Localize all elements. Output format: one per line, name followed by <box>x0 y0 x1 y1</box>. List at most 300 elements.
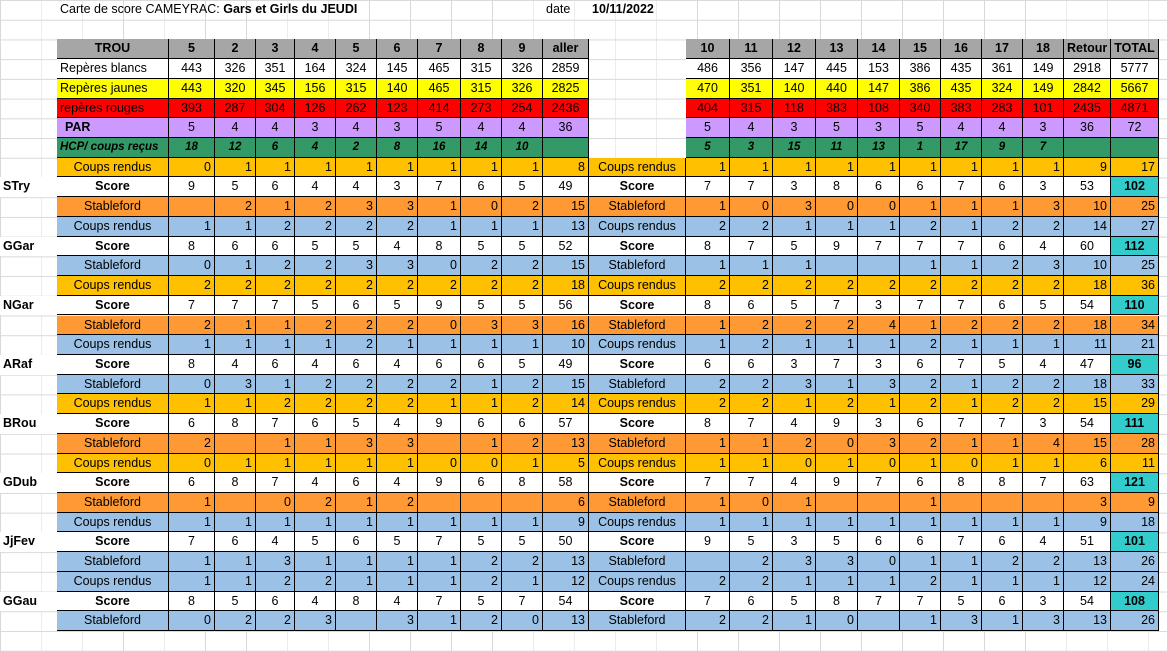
coups-rendus-cell[interactable]: 1 <box>336 158 377 178</box>
score-cell[interactable]: 5 <box>295 532 336 552</box>
stableford-cell[interactable]: 2 <box>295 493 336 513</box>
stableford-cell[interactable]: 2 <box>418 375 461 395</box>
stableford-cell[interactable] <box>336 611 377 631</box>
coups-rendus-cell[interactable]: 2 <box>1023 217 1064 237</box>
stableford-cell[interactable]: 1 <box>941 434 982 454</box>
retour-total[interactable]: 54 <box>1064 592 1111 612</box>
stableford-cell[interactable]: 1 <box>336 493 377 513</box>
coups-rendus-cell[interactable]: 2 <box>295 217 336 237</box>
score-cell[interactable]: 9 <box>418 296 461 316</box>
coups-rendus-cell[interactable]: 2 <box>336 335 377 355</box>
stableford-cell[interactable]: 2 <box>686 375 730 395</box>
coups-rendus-cell[interactable]: 1 <box>982 454 1023 474</box>
course-value[interactable]: 361 <box>982 59 1023 79</box>
score-cell[interactable]: 6 <box>336 473 377 493</box>
score-cell[interactable]: 6 <box>502 414 543 434</box>
course-value[interactable]: 153 <box>858 59 900 79</box>
coups-rendus-cell[interactable]: 1 <box>502 572 543 592</box>
stableford-cell[interactable]: 2 <box>169 316 215 336</box>
stableford-cell[interactable]: 2 <box>941 316 982 336</box>
coups-rendus-cell[interactable]: 1 <box>982 335 1023 355</box>
course-value[interactable]: 326 <box>502 59 543 79</box>
stableford-cell[interactable]: 1 <box>900 552 941 572</box>
course-value[interactable]: 145 <box>377 59 418 79</box>
course-value[interactable]: 3 <box>858 118 900 138</box>
score-cell[interactable]: 7 <box>816 355 858 375</box>
stableford-cell[interactable]: 2 <box>461 611 502 631</box>
coups-rendus-cell[interactable]: 2 <box>295 572 336 592</box>
coups-rendus-cell[interactable]: 1 <box>1023 513 1064 533</box>
stableford-cell[interactable]: 0 <box>730 493 773 513</box>
score-cell[interactable]: 6 <box>215 237 256 257</box>
stableford-cell[interactable]: 1 <box>900 197 941 217</box>
aller-total[interactable]: 18 <box>543 276 589 296</box>
coups-rendus-cell[interactable]: 2 <box>730 394 773 414</box>
stableford-cell[interactable]: 2 <box>1023 316 1064 336</box>
stableford-cell[interactable]: 1 <box>256 434 295 454</box>
coups-rendus-cell[interactable]: 1 <box>941 217 982 237</box>
course-value[interactable]: 440 <box>816 79 858 99</box>
stableford-cell[interactable]: 2 <box>256 611 295 631</box>
course-value[interactable]: 304 <box>256 99 295 119</box>
stableford-cell[interactable]: 1 <box>941 552 982 572</box>
score-cell[interactable]: 5 <box>336 237 377 257</box>
coups-rendus-cell[interactable]: 1 <box>858 394 900 414</box>
score-cell[interactable]: 3 <box>858 355 900 375</box>
score-cell[interactable]: 9 <box>686 532 730 552</box>
score-cell[interactable]: 6 <box>730 592 773 612</box>
retour-total[interactable]: 15 <box>1064 434 1111 454</box>
coups-rendus-cell[interactable]: 2 <box>256 276 295 296</box>
stableford-cell[interactable]: 0 <box>816 611 858 631</box>
stableford-cell[interactable]: 1 <box>256 197 295 217</box>
score-cell[interactable]: 5 <box>773 592 816 612</box>
coups-rendus-cell[interactable]: 2 <box>686 276 730 296</box>
course-value[interactable]: 12 <box>215 138 256 158</box>
score-cell[interactable]: 6 <box>982 532 1023 552</box>
course-value[interactable]: 140 <box>377 79 418 99</box>
coups-rendus-cell[interactable]: 2 <box>730 276 773 296</box>
stableford-cell[interactable]: 1 <box>169 493 215 513</box>
stableford-cell[interactable]: 3 <box>336 434 377 454</box>
score-cell[interactable]: 5 <box>336 414 377 434</box>
coups-rendus-cell[interactable]: 1 <box>941 394 982 414</box>
coups-rendus-cell[interactable]: 1 <box>215 454 256 474</box>
stableford-cell[interactable]: 2 <box>686 611 730 631</box>
course-value[interactable]: 340 <box>900 99 941 119</box>
grand-total[interactable]: 17 <box>1111 158 1159 178</box>
course-value[interactable]: 4 <box>502 118 543 138</box>
course-value[interactable]: 3 <box>1023 118 1064 138</box>
score-cell[interactable]: 8 <box>502 473 543 493</box>
stableford-cell[interactable]: 1 <box>215 316 256 336</box>
retour-total[interactable]: 13 <box>1064 611 1111 631</box>
score-cell[interactable]: 7 <box>169 532 215 552</box>
score-cell[interactable]: 6 <box>461 177 502 197</box>
score-cell[interactable]: 9 <box>816 414 858 434</box>
score-cell[interactable]: 3 <box>1023 592 1064 612</box>
coups-rendus-cell[interactable]: 1 <box>1023 335 1064 355</box>
stableford-cell[interactable]: 1 <box>461 434 502 454</box>
stableford-cell[interactable]: 1 <box>773 493 816 513</box>
coups-rendus-cell[interactable]: 2 <box>900 335 941 355</box>
stableford-cell[interactable]: 0 <box>169 611 215 631</box>
score-cell[interactable]: 5 <box>816 532 858 552</box>
score-cell[interactable]: 4 <box>1023 237 1064 257</box>
score-cell[interactable]: 5 <box>941 592 982 612</box>
coups-rendus-cell[interactable]: 1 <box>295 158 336 178</box>
course-total[interactable]: 72 <box>1111 118 1159 138</box>
stableford-cell[interactable]: 2 <box>730 611 773 631</box>
coups-rendus-cell[interactable]: 1 <box>418 513 461 533</box>
retour-total[interactable]: 6 <box>1064 454 1111 474</box>
score-cell[interactable]: 6 <box>256 177 295 197</box>
stableford-cell[interactable]: 1 <box>336 552 377 572</box>
stableford-cell[interactable]: 0 <box>858 552 900 572</box>
stableford-cell[interactable] <box>1023 493 1064 513</box>
grand-total[interactable]: 25 <box>1111 197 1159 217</box>
score-cell[interactable]: 6 <box>900 355 941 375</box>
retour-total[interactable]: 18 <box>1064 375 1111 395</box>
stableford-cell[interactable]: 3 <box>941 611 982 631</box>
course-value[interactable]: 4 <box>295 138 336 158</box>
course-value[interactable]: 315 <box>730 99 773 119</box>
stableford-cell[interactable]: 1 <box>941 256 982 276</box>
coups-rendus-cell[interactable]: 1 <box>215 572 256 592</box>
coups-rendus-cell[interactable]: 1 <box>900 454 941 474</box>
course-value[interactable]: 254 <box>502 99 543 119</box>
grand-total[interactable]: 18 <box>1111 513 1159 533</box>
grand-total-score[interactable]: 108 <box>1111 592 1159 612</box>
coups-rendus-cell[interactable]: 1 <box>418 572 461 592</box>
coups-rendus-cell[interactable]: 1 <box>941 335 982 355</box>
score-cell[interactable]: 8 <box>169 592 215 612</box>
coups-rendus-cell[interactable]: 2 <box>336 394 377 414</box>
score-cell[interactable]: 6 <box>982 177 1023 197</box>
score-cell[interactable]: 7 <box>686 177 730 197</box>
coups-rendus-cell[interactable]: 0 <box>169 158 215 178</box>
grand-total[interactable]: 24 <box>1111 572 1159 592</box>
aller-total[interactable]: 57 <box>543 414 589 434</box>
course-retour[interactable] <box>1064 138 1111 158</box>
course-value[interactable]: 443 <box>169 59 215 79</box>
coups-rendus-cell[interactable]: 1 <box>377 513 418 533</box>
stableford-cell[interactable]: 2 <box>502 552 543 572</box>
coups-rendus-cell[interactable]: 2 <box>686 217 730 237</box>
coups-rendus-cell[interactable]: 1 <box>773 572 816 592</box>
course-value[interactable]: 345 <box>256 79 295 99</box>
coups-rendus-cell[interactable]: 1 <box>215 158 256 178</box>
score-cell[interactable]: 5 <box>461 532 502 552</box>
score-cell[interactable]: 7 <box>858 473 900 493</box>
stableford-cell[interactable]: 1 <box>941 375 982 395</box>
course-value[interactable]: 5 <box>900 118 941 138</box>
grand-total-score[interactable]: 121 <box>1111 473 1159 493</box>
course-value[interactable]: 149 <box>1023 79 1064 99</box>
stableford-cell[interactable]: 0 <box>461 197 502 217</box>
score-cell[interactable]: 7 <box>256 414 295 434</box>
coups-rendus-cell[interactable]: 1 <box>816 513 858 533</box>
stableford-cell[interactable]: 1 <box>900 611 941 631</box>
coups-rendus-cell[interactable]: 2 <box>900 572 941 592</box>
course-value[interactable]: 156 <box>295 79 336 99</box>
stableford-cell[interactable]: 1 <box>686 197 730 217</box>
course-value[interactable]: 140 <box>773 79 816 99</box>
stableford-cell[interactable]: 2 <box>256 256 295 276</box>
coups-rendus-cell[interactable]: 2 <box>941 276 982 296</box>
coups-rendus-cell[interactable]: 1 <box>377 572 418 592</box>
score-cell[interactable]: 4 <box>295 355 336 375</box>
coups-rendus-cell[interactable]: 1 <box>502 217 543 237</box>
aller-total[interactable]: 14 <box>543 394 589 414</box>
stableford-cell[interactable]: 2 <box>336 375 377 395</box>
coups-rendus-cell[interactable]: 2 <box>816 276 858 296</box>
stableford-cell[interactable]: 0 <box>418 256 461 276</box>
score-cell[interactable]: 7 <box>418 532 461 552</box>
course-aller[interactable]: 2859 <box>543 59 589 79</box>
score-cell[interactable]: 9 <box>418 473 461 493</box>
grand-total[interactable]: 28 <box>1111 434 1159 454</box>
stableford-cell[interactable]: 2 <box>730 316 773 336</box>
retour-total[interactable]: 10 <box>1064 197 1111 217</box>
course-value[interactable]: 324 <box>982 79 1023 99</box>
score-cell[interactable]: 6 <box>169 473 215 493</box>
stableford-cell[interactable]: 3 <box>461 316 502 336</box>
score-cell[interactable]: 4 <box>377 237 418 257</box>
score-cell[interactable]: 6 <box>256 355 295 375</box>
course-value[interactable]: 315 <box>336 79 377 99</box>
stableford-cell[interactable]: 1 <box>418 552 461 572</box>
coups-rendus-cell[interactable]: 2 <box>1023 394 1064 414</box>
aller-total[interactable]: 56 <box>543 296 589 316</box>
score-cell[interactable]: 7 <box>941 532 982 552</box>
stableford-cell[interactable] <box>418 493 461 513</box>
stableford-cell[interactable]: 0 <box>169 256 215 276</box>
coups-rendus-cell[interactable]: 1 <box>461 158 502 178</box>
stableford-cell[interactable]: 2 <box>502 375 543 395</box>
coups-rendus-cell[interactable]: 1 <box>773 335 816 355</box>
coups-rendus-cell[interactable]: 1 <box>418 335 461 355</box>
coups-rendus-cell[interactable]: 1 <box>773 394 816 414</box>
stableford-cell[interactable]: 0 <box>418 316 461 336</box>
score-cell[interactable]: 4 <box>377 414 418 434</box>
score-cell[interactable]: 7 <box>941 237 982 257</box>
score-cell[interactable]: 4 <box>256 532 295 552</box>
course-value[interactable]: 18 <box>169 138 215 158</box>
course-value[interactable]: 14 <box>461 138 502 158</box>
score-cell[interactable]: 4 <box>773 473 816 493</box>
course-value[interactable]: 4 <box>982 118 1023 138</box>
score-cell[interactable]: 3 <box>773 532 816 552</box>
retour-total[interactable]: 18 <box>1064 276 1111 296</box>
course-value[interactable]: 5 <box>686 118 730 138</box>
stableford-cell[interactable]: 2 <box>502 197 543 217</box>
coups-rendus-cell[interactable]: 2 <box>686 394 730 414</box>
coups-rendus-cell[interactable]: 2 <box>730 217 773 237</box>
course-total[interactable]: 5667 <box>1111 79 1159 99</box>
score-cell[interactable]: 7 <box>900 592 941 612</box>
course-aller[interactable]: 2436 <box>543 99 589 119</box>
score-cell[interactable]: 5 <box>295 296 336 316</box>
stableford-cell[interactable]: 2 <box>900 434 941 454</box>
course-value[interactable]: 320 <box>215 79 256 99</box>
stableford-cell[interactable]: 2 <box>982 256 1023 276</box>
score-cell[interactable]: 7 <box>858 237 900 257</box>
stableford-cell[interactable]: 1 <box>900 493 941 513</box>
course-retour[interactable]: 2842 <box>1064 79 1111 99</box>
coups-rendus-cell[interactable]: 2 <box>295 394 336 414</box>
coups-rendus-cell[interactable]: 1 <box>295 513 336 533</box>
stableford-cell[interactable]: 2 <box>502 434 543 454</box>
stableford-cell[interactable]: 3 <box>336 197 377 217</box>
course-value[interactable]: 435 <box>941 59 982 79</box>
stableford-cell[interactable]: 2 <box>730 375 773 395</box>
stableford-cell[interactable] <box>816 493 858 513</box>
course-value[interactable]: 386 <box>900 79 941 99</box>
coups-rendus-cell[interactable]: 1 <box>941 572 982 592</box>
course-value[interactable]: 6 <box>256 138 295 158</box>
course-value[interactable]: 10 <box>502 138 543 158</box>
course-value[interactable]: 7 <box>1023 138 1064 158</box>
stableford-cell[interactable]: 3 <box>502 316 543 336</box>
course-value[interactable]: 445 <box>816 59 858 79</box>
coups-rendus-cell[interactable]: 1 <box>461 217 502 237</box>
coups-rendus-cell[interactable]: 2 <box>502 394 543 414</box>
coups-rendus-cell[interactable]: 2 <box>900 394 941 414</box>
course-value[interactable]: 13 <box>858 138 900 158</box>
score-cell[interactable]: 5 <box>502 237 543 257</box>
score-cell[interactable]: 5 <box>502 177 543 197</box>
coups-rendus-cell[interactable]: 1 <box>215 394 256 414</box>
score-cell[interactable]: 7 <box>686 592 730 612</box>
course-value[interactable]: 5 <box>816 118 858 138</box>
aller-total[interactable]: 13 <box>543 611 589 631</box>
coups-rendus-cell[interactable]: 1 <box>730 454 773 474</box>
coups-rendus-cell[interactable]: 1 <box>377 454 418 474</box>
course-value[interactable]: 1 <box>900 138 941 158</box>
retour-total[interactable]: 60 <box>1064 237 1111 257</box>
retour-total[interactable]: 51 <box>1064 532 1111 552</box>
stableford-cell[interactable]: 2 <box>773 434 816 454</box>
course-value[interactable]: 4 <box>461 118 502 138</box>
score-cell[interactable]: 5 <box>461 592 502 612</box>
score-cell[interactable]: 9 <box>816 237 858 257</box>
score-cell[interactable]: 6 <box>858 177 900 197</box>
score-cell[interactable]: 7 <box>169 296 215 316</box>
grand-total[interactable]: 21 <box>1111 335 1159 355</box>
aller-total[interactable]: 50 <box>543 532 589 552</box>
score-cell[interactable]: 6 <box>858 532 900 552</box>
stableford-cell[interactable]: 1 <box>418 611 461 631</box>
date-value[interactable]: 10/11/2022 <box>592 2 654 16</box>
stableford-cell[interactable]: 2 <box>982 316 1023 336</box>
course-value[interactable]: 386 <box>900 59 941 79</box>
coups-rendus-cell[interactable]: 1 <box>215 335 256 355</box>
aller-total[interactable]: 13 <box>543 552 589 572</box>
coups-rendus-cell[interactable]: 1 <box>982 158 1023 178</box>
coups-rendus-cell[interactable]: 1 <box>773 217 816 237</box>
retour-total[interactable]: 13 <box>1064 552 1111 572</box>
score-cell[interactable]: 3 <box>773 355 816 375</box>
stableford-cell[interactable]: 3 <box>1023 611 1064 631</box>
stableford-cell[interactable]: 0 <box>256 493 295 513</box>
stableford-cell[interactable]: 1 <box>256 316 295 336</box>
grand-total[interactable]: 26 <box>1111 611 1159 631</box>
retour-total[interactable]: 14 <box>1064 217 1111 237</box>
course-value[interactable]: 383 <box>941 99 982 119</box>
course-value[interactable]: 435 <box>941 79 982 99</box>
retour-total[interactable]: 15 <box>1064 394 1111 414</box>
score-cell[interactable]: 4 <box>377 592 418 612</box>
coups-rendus-cell[interactable]: 1 <box>900 158 941 178</box>
stableford-cell[interactable]: 1 <box>461 375 502 395</box>
retour-total[interactable]: 63 <box>1064 473 1111 493</box>
score-cell[interactable]: 6 <box>169 414 215 434</box>
retour-total[interactable]: 47 <box>1064 355 1111 375</box>
score-cell[interactable]: 7 <box>256 296 295 316</box>
retour-total[interactable]: 9 <box>1064 513 1111 533</box>
course-value[interactable]: 383 <box>816 99 858 119</box>
stableford-cell[interactable] <box>941 493 982 513</box>
stableford-cell[interactable]: 1 <box>686 256 730 276</box>
course-value[interactable]: 5 <box>169 118 215 138</box>
aller-total[interactable]: 52 <box>543 237 589 257</box>
stableford-cell[interactable] <box>816 256 858 276</box>
stableford-cell[interactable]: 2 <box>295 316 336 336</box>
score-cell[interactable]: 6 <box>900 532 941 552</box>
stableford-cell[interactable]: 1 <box>256 375 295 395</box>
coups-rendus-cell[interactable]: 1 <box>169 394 215 414</box>
score-cell[interactable]: 6 <box>982 237 1023 257</box>
stableford-cell[interactable]: 3 <box>377 434 418 454</box>
stableford-cell[interactable] <box>686 552 730 572</box>
course-value[interactable]: 5 <box>686 138 730 158</box>
course-value[interactable]: 108 <box>858 99 900 119</box>
retour-total[interactable]: 11 <box>1064 335 1111 355</box>
coups-rendus-cell[interactable]: 2 <box>900 217 941 237</box>
score-cell[interactable]: 5 <box>730 532 773 552</box>
score-cell[interactable]: 6 <box>461 414 502 434</box>
stableford-cell[interactable]: 3 <box>773 552 816 572</box>
course-value[interactable]: 118 <box>773 99 816 119</box>
coups-rendus-cell[interactable]: 0 <box>418 454 461 474</box>
stableford-cell[interactable]: 2 <box>502 256 543 276</box>
course-value[interactable]: 11 <box>816 138 858 158</box>
score-cell[interactable]: 3 <box>377 177 418 197</box>
course-value[interactable]: 326 <box>215 59 256 79</box>
coups-rendus-cell[interactable]: 1 <box>816 217 858 237</box>
coups-rendus-cell[interactable]: 2 <box>461 572 502 592</box>
score-cell[interactable]: 5 <box>377 532 418 552</box>
course-total[interactable]: 4871 <box>1111 99 1159 119</box>
stableford-cell[interactable]: 2 <box>336 316 377 336</box>
coups-rendus-cell[interactable]: 0 <box>773 454 816 474</box>
coups-rendus-cell[interactable]: 1 <box>730 513 773 533</box>
coups-rendus-cell[interactable]: 1 <box>858 513 900 533</box>
coups-rendus-cell[interactable]: 2 <box>295 276 336 296</box>
aller-total[interactable]: 13 <box>543 217 589 237</box>
score-cell[interactable]: 5 <box>461 237 502 257</box>
score-cell[interactable]: 6 <box>256 237 295 257</box>
stableford-cell[interactable]: 2 <box>295 197 336 217</box>
retour-total[interactable]: 54 <box>1064 414 1111 434</box>
coups-rendus-cell[interactable]: 2 <box>730 572 773 592</box>
score-cell[interactable]: 8 <box>941 473 982 493</box>
coups-rendus-cell[interactable]: 1 <box>336 513 377 533</box>
coups-rendus-cell[interactable]: 2 <box>169 276 215 296</box>
course-value[interactable]: 147 <box>858 79 900 99</box>
coups-rendus-cell[interactable]: 1 <box>1023 572 1064 592</box>
